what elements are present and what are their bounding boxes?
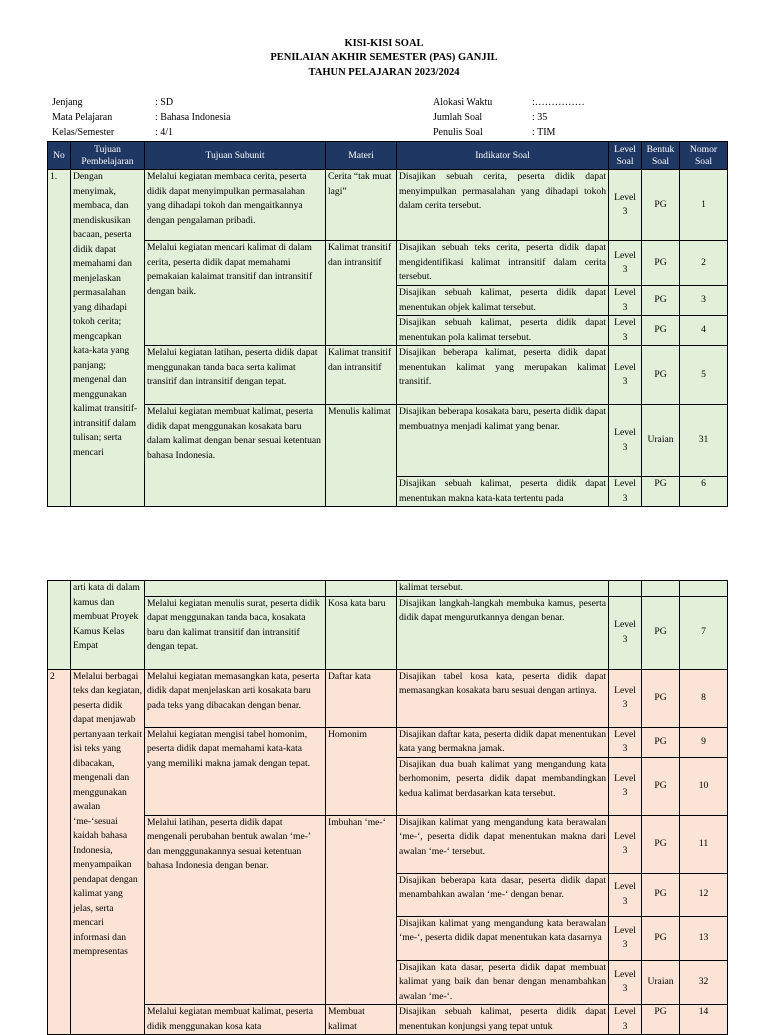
nomor: 14 [680,1005,728,1035]
nomor: 13 [680,916,728,960]
materi: Homonim [326,727,397,815]
col-no: No [48,142,71,170]
indikator: Disajikan kalimat yang mengandung kata berawalan ‘me-‘, peserta didik dapat menentukan kata dasarnya [397,916,609,960]
doc-subtitle: PENILAIAN AKHIR SEMESTER (PAS) GANJIL [270,52,498,63]
table-row [48,241,728,286]
table-row [48,669,728,727]
materi: Kalimat transitif dan intransitif [326,346,397,405]
tujuan-subunit: Melalui kegiatan memasangkan kata, peserta didik dapat menjelaskan arti kosakata baru pada teks yang dibacakan dengan benar. [145,669,326,727]
tujuan-subunit: Melalui kegiatan mengisi tabel homonim, peserta didik dapat memahami kata-kata yang memiliki makna jamak dengan tepat. [145,727,326,815]
nomor: 2 [680,241,728,286]
table-row [48,1005,728,1035]
tujuan-subunit: Melalui kegiatan mencari kalimat di dalam cerita, peserta didik dapat memahami pemakaian kalaimat transitif dan intransitif dengan baik. [145,241,326,346]
bentuk: Uraian [642,405,680,477]
info-right [433,95,585,140]
materi: Cerita “tak muat lagi” [326,170,397,241]
materi: Membuat kalimat [326,1005,397,1035]
level: Level 3 [609,815,642,873]
alokasi-label: Alokasi Waktu [433,97,493,108]
level: Level 3 [609,241,642,286]
bentuk: PG [642,316,680,346]
mapel-label: Mata Pelajaran [52,112,113,123]
indikator: Disajikan kata dasar, peserta didik dapat membuat kalimat yang baik dan benar dengan menambahkan awalan ‘me-‘. [397,960,609,1005]
indikator: Disajikan sebuah kalimat, peserta didik dapat menentukan pola kalimat tersebut. [397,316,609,346]
tujuan-subunit [145,581,326,597]
indikator: Disajikan tabel kosa kata, peserta didik dapat memasangkan kosakata baru sesuai dengan artinya. [397,669,609,727]
alokasi-value: :…………… [532,97,585,108]
tujuan-subunit: Melalui kegiatan membaca cerita, peserta didik dapat menyimpulkan permasalahan yang dihadapi tokoh dan mengaitkannya dengan pengalaman pribadi. [145,170,326,241]
level: Level 3 [609,1005,642,1035]
indikator: Disajikan langkah-langkah membuka kamus, peserta didik dapat mengurutkannya dengan benar. [397,596,609,669]
jumlah-value: : 35 [532,112,548,123]
doc-title: KISI-KISI SOAL [344,38,424,49]
penulis-label: Penulis Soal [433,127,483,138]
materi [326,581,397,597]
row-number: 1. [48,170,71,507]
jumlah-label: Jumlah Soal [433,112,483,123]
bentuk: PG [642,669,680,727]
nomor: 8 [680,669,728,727]
indikator: kalimat tersebut. [397,581,609,597]
col-nomor: Nomor Soal [680,142,728,170]
table-row [48,815,728,873]
nomor: 7 [680,596,728,669]
table-row [48,596,728,669]
table-row [48,405,728,477]
nomor: 9 [680,727,728,757]
table-row [48,581,728,597]
bentuk: PG [642,727,680,757]
table-header-row [48,142,728,170]
tujuan-pembelajaran: Dengan menyimak, membaca, dan mendiskusikan bacaan, peserta didik dapat memahami dan menjelaskan permasalahan yang dihadapi tokoh cerita; mengcapkan kata-kata yang panjang; mengenal dan menggunakan kalimat transitif-intransitif dalam tulisan; serta mencari [71,170,145,507]
bentuk: PG [642,477,680,507]
table-row [48,346,728,405]
level: Level 3 [609,316,642,346]
level: Level 3 [609,757,642,815]
tujuan-pembelajaran: arti kata di dalam kamus dan membuat Proyek Kamus Kelas Empat [71,581,145,670]
indikator: Disajikan sebuah kalimat, peserta didik dapat menentukan objek kalimat tersebut. [397,286,609,316]
level: Level 3 [609,596,642,669]
materi: Imbuhan ‘me-‘ [326,815,397,1005]
bentuk: PG [642,346,680,405]
level: Level 3 [609,405,642,477]
col-level: Level Soal [609,142,642,170]
indikator: Disajikan sebuah kalimat, peserta didik dapat menentukan konjungsi yang tepat untuk [397,1005,609,1035]
bentuk: PG [642,286,680,316]
indikator: Disajikan sebuah teks cerita, peserta didik dapat mengidentifikasi kalimat intransitif dalam cerita tersebut. [397,241,609,286]
nomor: 5 [680,346,728,405]
bentuk: PG [642,1005,680,1035]
doc-year: TAHUN PELAJARAN 2023/2024 [308,67,460,78]
kelas-label: Kelas/Semester [52,127,115,138]
bentuk: PG [642,170,680,241]
level: Level 3 [609,170,642,241]
level: Level 3 [609,669,642,727]
nomor: 11 [680,815,728,873]
bentuk [642,581,680,597]
indikator: Disajikan beberapa kosakata baru, peserta didik dapat membuatnya menjadi kalimat yang benar. [397,405,609,477]
penulis-value: : TIM [532,127,556,138]
level [609,581,642,597]
tujuan-pembelajaran: Melalui berbagai teks dan kegiatan, peserta didik dapat menjawab pertanyaan terkait isi teks yang dibacakan, mengenali dan menggunakan awalan ‘me-‘sesuai kaidah bahasa Indonesia, menyampaikan pendapat dengan kalimat yang jelas, serta mencari informasi dan mempresentas [71,669,145,1035]
col-tujuan: Tujuan Pembelajaran [71,142,145,170]
col-bentuk: Bentuk Soal [642,142,680,170]
col-subunit: Tujuan Subunit [145,142,326,170]
col-indikator: Indikator Soal [397,142,609,170]
materi: Menulis kalimat [326,405,397,507]
row-number [48,581,71,670]
level: Level 3 [609,916,642,960]
jenjang-label: Jenjang [52,97,83,108]
indikator: Disajikan dua buah kalimat yang mengandung kata berhomonim, peserta didik dapat membandingkan kedua kalimat berdasarkan kata tersebut. [397,757,609,815]
nomor: 12 [680,873,728,916]
materi: Daftar kata [326,669,397,727]
level: Level 3 [609,727,642,757]
bentuk: PG [642,757,680,815]
level: Level 3 [609,286,642,316]
row-number: 2 [48,669,71,1035]
nomor: 31 [680,405,728,477]
indikator: Disajikan kalimat yang mengandung kata berawalan ‘me-‘, peserta didik dapat menentukan makna dari awalan ‘me-‘ tersebut. [397,815,609,873]
bentuk: PG [642,916,680,960]
level: Level 3 [609,960,642,1005]
tujuan-subunit: Melalui kegiatan menulis surat, peserta didik dapat menggunakan tanda baca, kosakata baru dan kalimat transitif dan intransitif dengan tepat. [145,596,326,669]
bentuk: PG [642,241,680,286]
table-row [48,170,728,241]
level: Level 3 [609,346,642,405]
bentuk: PG [642,596,680,669]
nomor: 32 [680,960,728,1005]
indikator: Disajikan sebuah cerita, peserta didik dapat menyimpulkan permasalahan yang dihadapi tokoh dalam cerita tersebut. [397,170,609,241]
bentuk: Uraian [642,960,680,1005]
indikator: Disajikan daftar kata, peserta didik dapat menentukan kata yang bermakna jamak. [397,727,609,757]
level: Level 3 [609,477,642,507]
col-materi: Materi [326,142,397,170]
tujuan-subunit: Melalui kegiatan membuat kalimat, peserta didik dapat menggunakan kosakata baru dalam kalimat dengan benar sesuai ketentuan bahasa Indonesia. [145,405,326,507]
nomor [680,581,728,597]
info-left [52,95,231,140]
bentuk: PG [642,873,680,916]
materi: Kosa kata baru [326,596,397,669]
materi: Kalimat transitif dan intransitif [326,241,397,346]
mapel-value: : Bahasa Indonesia [155,112,231,123]
level: Level 3 [609,873,642,916]
nomor: 10 [680,757,728,815]
indikator: Disajikan beberapa kalimat, peserta didik dapat menentukan kalimat yang merupakan kalimat transitif. [397,346,609,405]
tujuan-subunit: Melalui latihan, peserta didik dapat mengenali perubahan bentuk awalan ‘me-’ dan mengggunakannya sesuai ketentuan bahasa Indonesia dengan benar. [145,815,326,1005]
nomor: 3 [680,286,728,316]
nomor: 6 [680,477,728,507]
kisi-table-page1 [47,141,728,507]
kelas-value: : 4/1 [155,127,174,138]
table-row [48,727,728,757]
nomor: 4 [680,316,728,346]
tujuan-subunit: Melalui kegiatan membuat kalimat, peserta didik menggunakan kosa kata [145,1005,326,1035]
jenjang-value: : SD [155,97,174,108]
tujuan-subunit: Melalui kegiatan latihan, peserta didik dapat menggunakan tanda baca serta kalimat transitif dan intransitif dengan tepat. [145,346,326,405]
kisi-table-page2 [47,580,728,1035]
indikator: Disajikan beberapa kata dasar, peserta didik dapat menambahkan awalan ‘me-‘ dengan benar. [397,873,609,916]
indikator: Disajikan sebuah kalimat, peserta didik dapat menentukan makna kata-kata tertentu pada [397,477,609,507]
bentuk: PG [642,815,680,873]
nomor: 1 [680,170,728,241]
